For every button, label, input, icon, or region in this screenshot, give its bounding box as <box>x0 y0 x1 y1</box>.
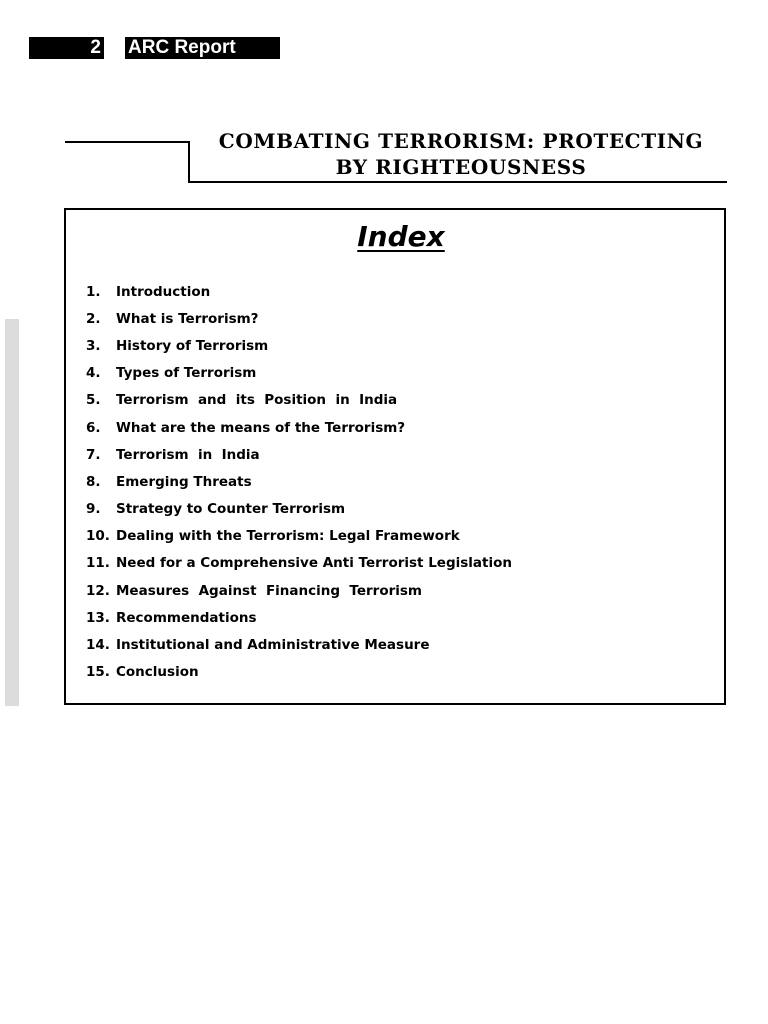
index-item-number: 2. <box>86 310 101 327</box>
index-item <box>86 414 512 441</box>
index-item-label: Terrorism in India <box>116 446 260 463</box>
chapter-title-line-1: COMBATING TERRORISM: PROTECTING <box>218 129 704 153</box>
index-item-label: What are the means of the Terrorism? <box>116 419 406 436</box>
index-item-number: 3. <box>86 337 101 354</box>
index-item-number: 15. <box>86 664 110 681</box>
index-item <box>86 305 512 332</box>
index-item <box>86 332 512 359</box>
index-item <box>86 523 512 550</box>
index-item-label: History of Terrorism <box>116 337 269 354</box>
index-item-number: 6. <box>86 419 101 436</box>
index-item-label: Need for a Comprehensive Anti Terrorist Legislation <box>116 555 512 572</box>
index-item <box>86 360 512 387</box>
title-rule-vertical <box>188 141 190 183</box>
index-item-number: 14. <box>86 637 110 654</box>
chapter-title-line-2: BY RIGHTEOUSNESS <box>335 155 587 179</box>
index-item-number: 12. <box>86 582 110 599</box>
index-item-number: 9. <box>86 501 101 518</box>
index-item-label: Recommendations <box>116 609 257 626</box>
title-rule-left <box>65 141 190 143</box>
index-item <box>86 577 512 604</box>
index-item <box>86 387 512 414</box>
index-item-label: Introduction <box>116 283 211 300</box>
chapter-title <box>196 128 726 180</box>
index-item-number: 10. <box>86 528 110 545</box>
index-item-label: Emerging Threats <box>116 473 252 490</box>
index-item-label: Strategy to Counter Terrorism <box>116 501 346 518</box>
index-item <box>86 496 512 523</box>
index-item-label: Dealing with the Terrorism: Legal Framework <box>116 528 460 545</box>
index-item-label: Institutional and Administrative Measure <box>116 637 430 654</box>
page-edge-strip <box>5 319 19 706</box>
index-item <box>86 659 512 686</box>
index-item-number: 13. <box>86 609 110 626</box>
index-item <box>86 604 512 631</box>
index-item-number: 1. <box>86 283 101 300</box>
page-number: 2 <box>29 37 104 59</box>
index-item-number: 11. <box>86 555 110 572</box>
index-heading <box>66 220 724 254</box>
index-item-label: Conclusion <box>116 664 199 681</box>
index-list <box>86 278 512 686</box>
index-box <box>64 208 726 705</box>
index-item <box>86 550 512 577</box>
index-item-label: Terrorism and its Position in India <box>116 392 398 409</box>
index-item <box>86 468 512 495</box>
index-heading-text: Index <box>357 220 445 253</box>
report-title: ARC Report <box>125 37 280 59</box>
index-item-label: Measures Against Financing Terrorism <box>116 582 422 599</box>
index-item <box>86 278 512 305</box>
index-item-label: Types of Terrorism <box>116 365 257 382</box>
index-item-number: 8. <box>86 473 101 490</box>
running-header <box>29 37 280 59</box>
index-item-label: What is Terrorism? <box>116 310 259 327</box>
index-item-number: 4. <box>86 365 101 382</box>
index-item <box>86 631 512 658</box>
index-item <box>86 441 512 468</box>
title-rule-bottom <box>188 181 727 183</box>
index-item-number: 7. <box>86 446 101 463</box>
index-item-number: 5. <box>86 392 101 409</box>
